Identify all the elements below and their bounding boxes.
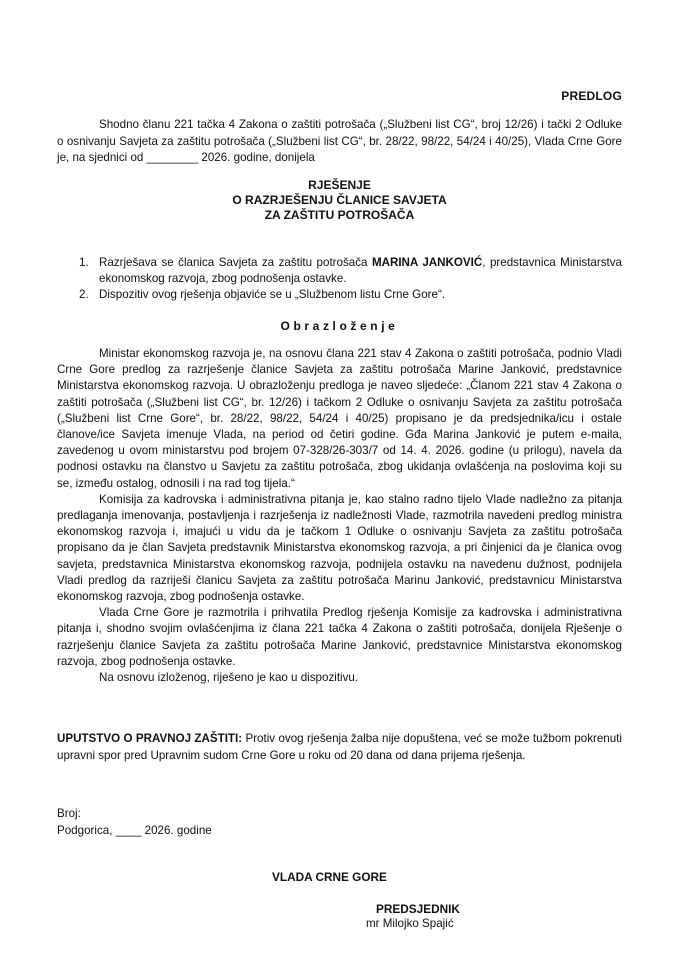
- item-text: Razrješava se članica Savjeta za zaštitu potrošača: [99, 256, 372, 269]
- reasoning-paragraph: Vlada Crne Gore je razmotrila i prihvatila Predlog rješenja Komisije za kadrovska i administrativna pitanja i, shodno svojim ovlašćenjima iz člana 221 tačka 4 Zakona o zaštiti potrošača, donijela Rješenje o razrješenju članice Savjeta za zaštitu potrošača Marine Janković, predstavnice Ministarstva ekonomskog razvoja, zbog podnošenja ostavke.: [57, 606, 622, 668]
- reasoning-title: Obrazloženje: [280, 319, 399, 333]
- title-line: O RAZRJEŠENJU ČLANICE SAVJETA: [232, 193, 447, 207]
- document-label: PREDLOG: [561, 89, 622, 103]
- dispositive-list: [57, 255, 622, 303]
- government-name: VLADA CRNE GORE: [272, 870, 387, 884]
- item-number: 1.: [79, 256, 89, 269]
- legal-remedy-text: Protiv ovog rješenja žalba nije dopuštena, već se može tužbom pokrenuti upravni spor pred Upravnim sudom Crne Gore u roku od 20 dana od dana prijema rješenja.: [57, 732, 622, 762]
- reasoning-body: [57, 346, 622, 686]
- reasoning-paragraph: Ministar ekonomskog razvoja je, na osnovu člana 221 stav 4 Zakona o zaštiti potrošača, podnio Vladi Crne Gore predlog za razrješenje članice Savjeta za zaštitu potrošača Marine Janković, predstavnice Ministarstva ekonomskog razvoja. U obrazloženju predloga je naveo sljedeće: „Članom 221 stav 4 Zakona o zaštiti potrošača („Službeni list CG“, br. 12/26) i tačkom 2 Odluke o osnivanju Savjeta za zaštitu potrošača („Službeni list Crne Gore“, br. 28/22, 98/22, 54/24 i 40/25) propisano je da predsjednika/icu i ostale članove/ice Savjeta imenuje Vlada, na period od četiri godine. Gđa Marina Janković je putem e-maila, zavedenog u ovom ministarstvu pod brojem 07-328/26-303/7 od 14. 4. 2026. godine (u prilogu), navela da podnosi ostavku na članstvo u Savjetu za zaštitu potrošača, zbog ukidanja ovlašćenja na poslovima koji su se, između ostalog, odnosili i na rad tog tijela.“: [57, 347, 622, 490]
- item-text: Dispozitiv ovog rješenja objaviće se u „Službenom listu Crne Gore“.: [99, 288, 446, 301]
- place-date: Podgorica, ____ 2026. godine: [57, 823, 212, 837]
- dispositive-item: [57, 255, 622, 287]
- item-number: 2.: [79, 288, 89, 301]
- reference-block: [57, 806, 212, 839]
- signatory-title: PREDSJEDNIK: [376, 902, 460, 916]
- decision-title: [57, 178, 622, 223]
- signatory-name: mr Milojko Spajić: [366, 917, 454, 930]
- reasoning-paragraph: Komisija za kadrovska i administrativna pitanja je, kao stalno radno tijelo Vlade nadležno za pitanja predlaganja imenovanja, postavljenja i razrješenja iz nadležnosti Vlade, razmotrila navedeni predlog ministra ekonomskog razvoja i, imajući u vidu da je tačkom 1 Odluke o osnivanju Savjeta za zaštitu potrošača propisano da je član Savjeta predstavnik Ministarstva ekonomskog razvoja, a pri činjenici da je članica ovog savjeta, predstavnica Ministarstva ekonomskog razvoja, podnijela ostavku na navedenu dužnost, podnijela Vladi predlog da razriješi članicu Savjeta za zaštitu potrošača Marinu Janković, predstavnicu Ministarstva ekonomskog razvoja, zbog podnošenja ostavke.: [57, 492, 622, 604]
- reasoning-paragraph: Na osnovu izloženog, riješeno je kao u dispozitivu.: [99, 671, 359, 685]
- title-line: ZA ZAŠTITU POTROŠAČA: [264, 208, 415, 222]
- dispositive-item: [57, 287, 622, 303]
- legal-remedy-label: UPUTSTVO O PRAVNOJ ZAŠTITI:: [57, 732, 243, 745]
- member-name: MARINA JANKOVIĆ: [371, 256, 483, 269]
- intro-paragraph: Shodno članu 221 tačka 4 Zakona o zaštiti potrošača („Službeni list CG“, broj 12/26) i tački 2 Odluke o osnivanju Savjeta za zaštitu potrošača („Službeni list CG“, br. 28/22, 98/22, 54/24 i 40/25), Vlada Crne Gore je, na sjednici od ________ 2026. godine, donijela: [57, 118, 622, 164]
- item-text: , predstavnica Ministarstva ekonomskog razvoja, zbog podnošenja ostavke.: [99, 256, 623, 285]
- title-line: RJEŠENJE: [308, 178, 371, 192]
- legal-remedy: [57, 731, 622, 764]
- broj-label: Broj:: [57, 807, 81, 820]
